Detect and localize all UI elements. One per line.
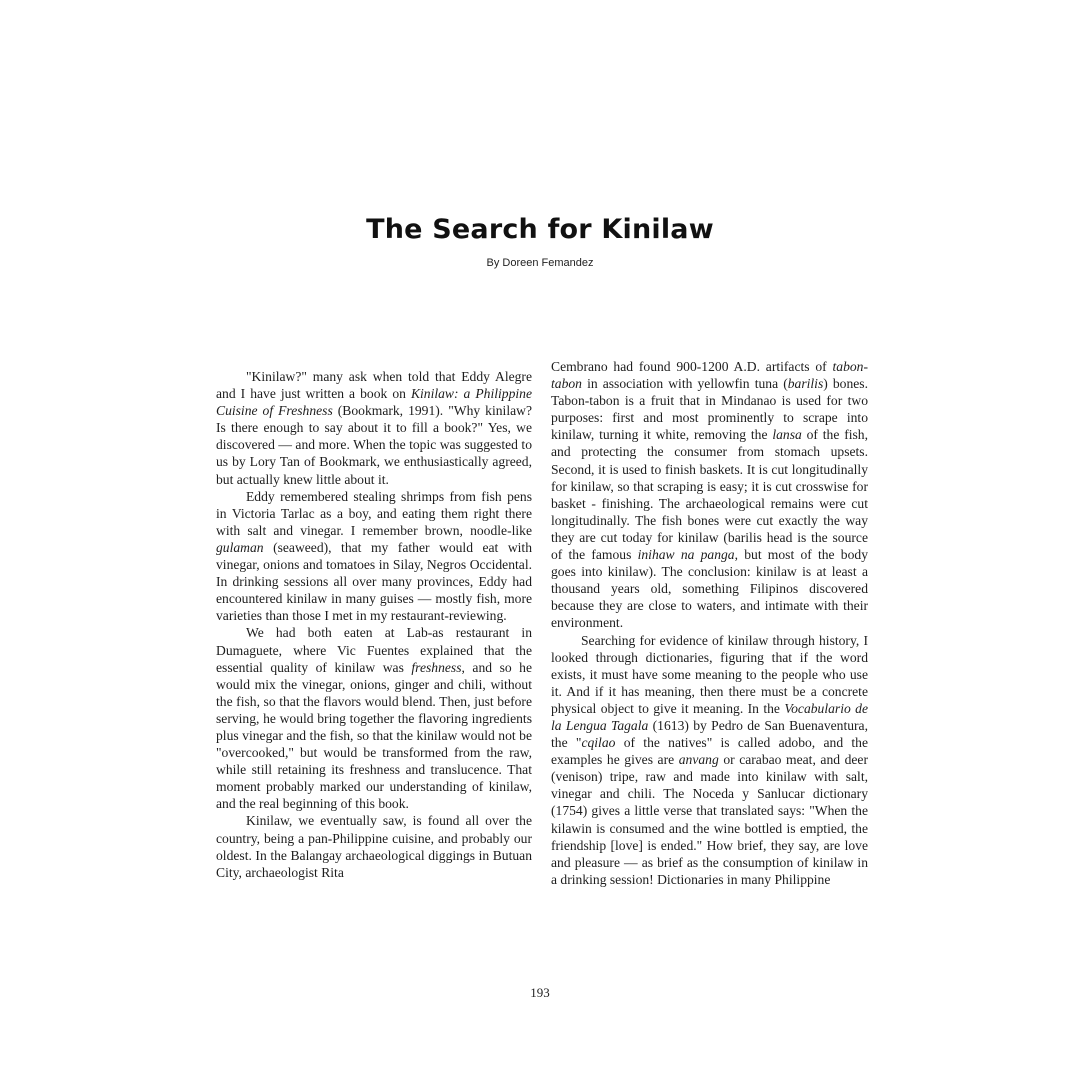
article-title: The Search for Kinilaw [366,214,714,245]
left-column [216,368,532,881]
right-column [551,358,868,888]
paragraph-right-2: Searching for evidence of kinilaw through history, I looked through dictionaries, figuring that if the word exists, it must have some meaning to the people who use it. And if it has meaning, then there must be a concrete physical object to give it meaning. In the Vocabulario de la Lengua Tagala (1613) by Pedro de San Buenaventura, the "cqilao of the natives" is called adobo, and the examples he gives are anvang or carabao meat, and deer (venison) tripe, raw and made into kinilaw with salt, vinegar and chili. The Noceda y Sanlucar dictionary (1754) gives a little verse that translated says: "When the kilawin is consumed and the wine bottled is emptied, the friendship [love] is ended." How brief, they say, are love and pleasure — as brief as the consumption of kinilaw in a drinking session! Dictionaries in many Philippine [551,632,869,887]
article-byline: By Doreen Femandez [486,257,594,269]
paragraph-left-1: "Kinilaw?" many ask when told that Eddy Alegre and I have just written a book on Kinilaw: a Philippine Cuisine of Freshness (Bookmark, 1991). "Why kinilaw? Is there enough to say about it to fill a book?" Yes, we discovered — and more. When the topic was suggested to us by Lory Tan of Bookmark, we enthusiastically agreed, but actually knew little about it. [216,369,532,487]
page-number: 193 [530,985,550,1000]
paragraph-right-1: Cembrano had found 900-1200 A.D. artifacts of tabon-tabon in association with yellowfin tuna (barilis) bones. Tabon-tabon is a fruit that in Mindanao is used for two purposes: first and most prominently to scrape into kinilaw, turning it white, removing the lansa of the fish, and protecting the consumer from stomach upsets. Second, it is used to finish baskets. It is cut longitudinally for kinilaw, so that scraping is easy; it is cut crosswise for basket - finishing. The archaeological remains were cut longitudinally. The fish bones were cut exactly the way they are cut today for kinilaw (barilis head is the source of the famous inihaw na panga, but most of the body goes into kinilaw). The conclusion: kinilaw is at least a thousand years old, something Filipinos discovered because they are close to waters, and intimate with their environment. [551,359,868,631]
paragraph-left-3: We had both eaten at Lab-as restaurant in Dumaguete, where Vic Fuentes explained that the essential quality of kinilaw was freshness, and so he would mix the vinegar, onions, ginger and chili, without the fish, so that the flavors would blend. Then, just before serving, he would bring together the flavoring ingredients plus vinegar and the fish, so that the kinilaw would not be "overcooked," but would be transformed from the raw, while still retaining its freshness and translucence. That moment probably marked our understanding of kinilaw, and the real beginning of this book. [216,625,533,812]
paragraph-left-2: Eddy remembered stealing shrimps from fish pens in Victoria Tarlac as a boy, and eating them right there with salt and vinegar. I remember brown, noodle-like gulaman (seaweed), that my father would eat with vinegar, onions and tomatoes in Silay, Negros Occidental. In drinking sessions all over many provinces, Eddy had encountered kinilaw in many guises — mostly fish, more varieties than those I met in my restaurant-reviewing. [216,488,532,624]
paragraph-left-4: Kinilaw, we eventually saw, is found all over the country, being a pan-Philippine cuisine, and probably our oldest. In the Balangay archaeological diggings in Butuan City, archaeologist Rita [216,813,532,880]
